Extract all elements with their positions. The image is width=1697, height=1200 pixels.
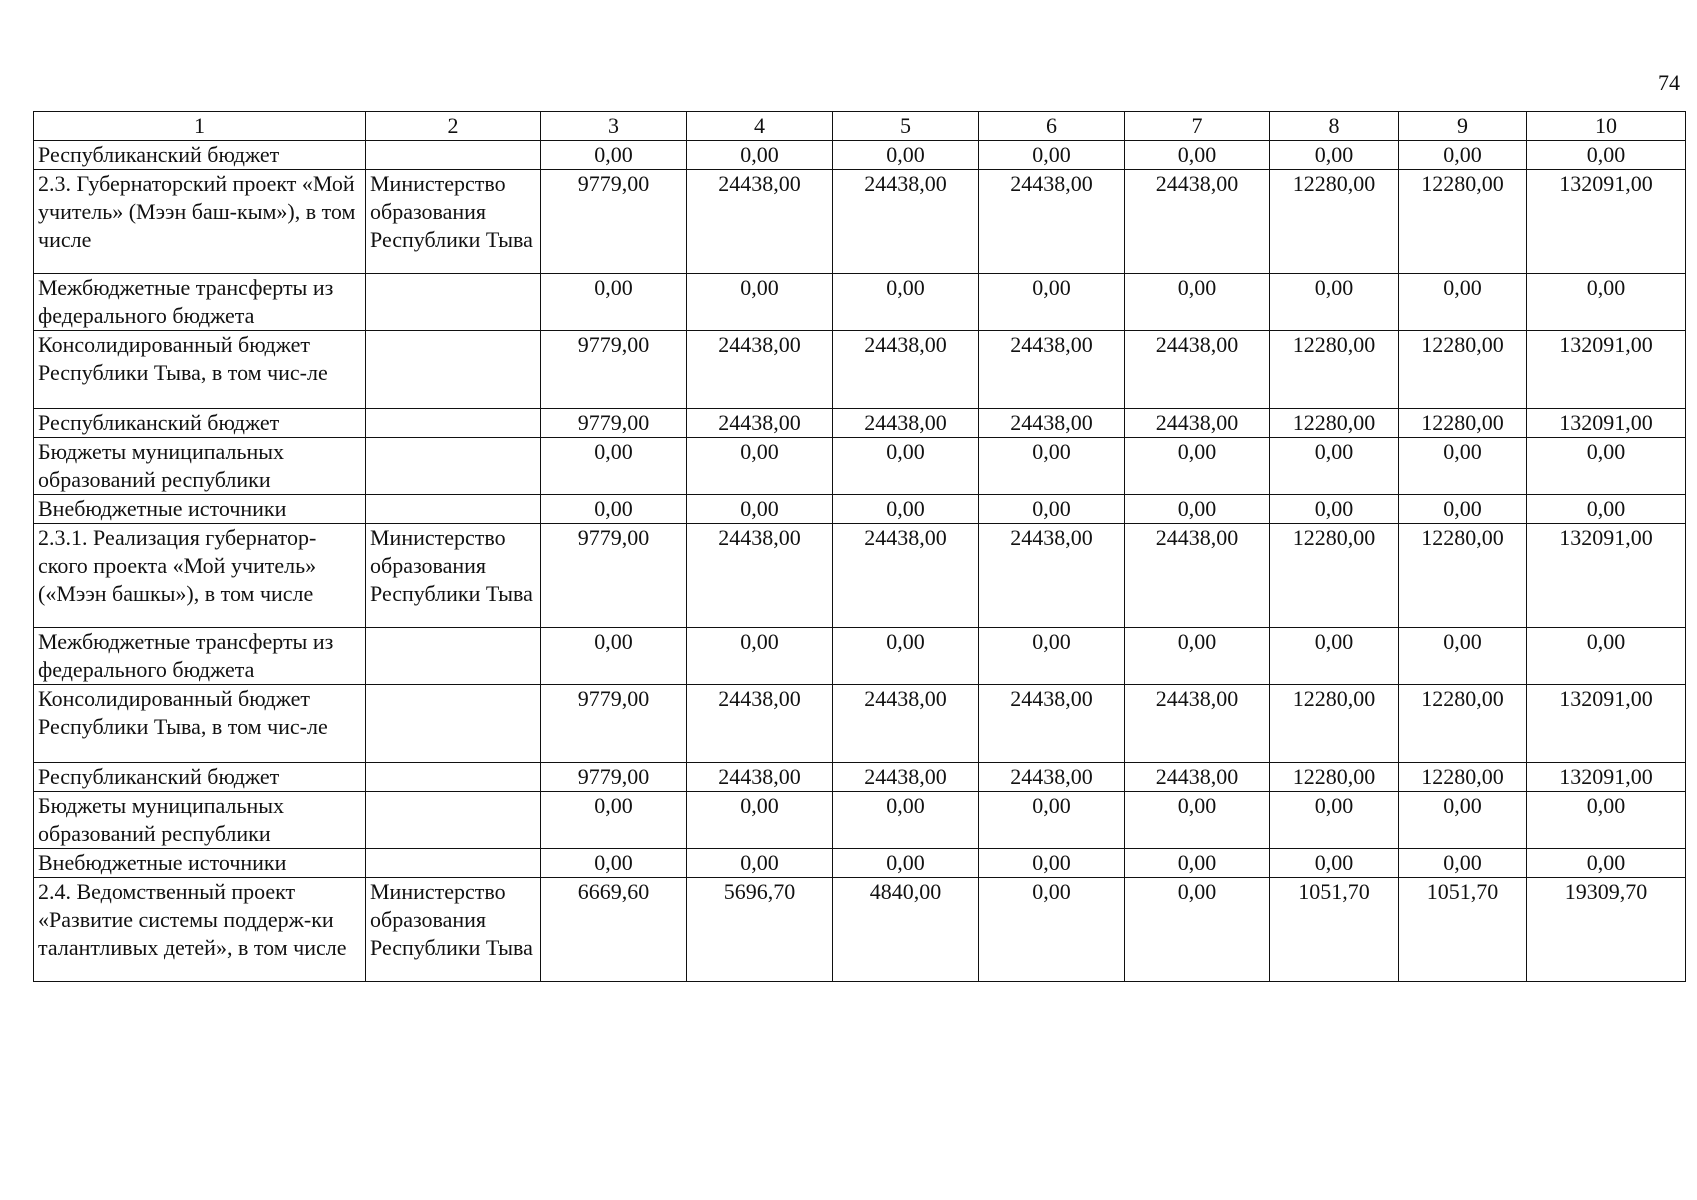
table-row	[34, 331, 1686, 409]
header-cell: 9	[1399, 112, 1527, 141]
value-cell: 0,00	[833, 792, 979, 849]
value-cell: 0,00	[979, 495, 1125, 524]
value-cell: 6669,60	[541, 878, 687, 982]
value-cell: 24438,00	[979, 524, 1125, 628]
value-cell: 0,00	[687, 628, 833, 685]
value-cell: 24438,00	[833, 170, 979, 274]
value-cell: 24438,00	[1125, 763, 1270, 792]
value-cell: 12280,00	[1399, 685, 1527, 763]
value-cell: 24438,00	[1125, 170, 1270, 274]
table-row	[34, 849, 1686, 878]
value-cell: 24438,00	[1125, 409, 1270, 438]
value-cell: 24438,00	[833, 409, 979, 438]
value-cell: 0,00	[1125, 628, 1270, 685]
value-cell: 24438,00	[833, 763, 979, 792]
value-cell: 0,00	[541, 274, 687, 331]
row-name-cell: Внебюджетные источники	[34, 849, 366, 878]
value-cell: 132091,00	[1527, 763, 1686, 792]
header-cell: 1	[34, 112, 366, 141]
value-cell: 24438,00	[1125, 331, 1270, 409]
value-cell: 24438,00	[687, 331, 833, 409]
row-name-cell: Бюджеты муниципальных образований республики	[34, 438, 366, 495]
value-cell: 0,00	[1125, 141, 1270, 170]
value-cell: 0,00	[1527, 141, 1686, 170]
table-row	[34, 792, 1686, 849]
value-cell: 12280,00	[1270, 331, 1399, 409]
row-org-cell	[366, 438, 541, 495]
table-row	[34, 878, 1686, 982]
value-cell: 12280,00	[1399, 763, 1527, 792]
value-cell: 0,00	[541, 628, 687, 685]
value-cell: 12280,00	[1399, 331, 1527, 409]
row-name-cell: 2.3.1. Реализация губернатор-ского проекта «Мой учитель» («Мээн башкы»), в том числе	[34, 524, 366, 628]
value-cell: 0,00	[687, 141, 833, 170]
value-cell: 0,00	[1399, 628, 1527, 685]
value-cell: 24438,00	[979, 331, 1125, 409]
table-row	[34, 274, 1686, 331]
row-org-cell	[366, 685, 541, 763]
value-cell: 0,00	[541, 438, 687, 495]
value-cell: 24438,00	[979, 409, 1125, 438]
value-cell: 5696,70	[687, 878, 833, 982]
value-cell: 0,00	[979, 141, 1125, 170]
value-cell: 0,00	[979, 792, 1125, 849]
table-row	[34, 409, 1686, 438]
row-name-cell: Бюджеты муниципальных образований республики	[34, 792, 366, 849]
row-name-cell: Внебюджетные источники	[34, 495, 366, 524]
value-cell: 0,00	[979, 849, 1125, 878]
value-cell: 0,00	[687, 495, 833, 524]
row-org-cell	[366, 274, 541, 331]
row-name-cell: Республиканский бюджет	[34, 141, 366, 170]
value-cell: 0,00	[1270, 849, 1399, 878]
table-row	[34, 628, 1686, 685]
value-cell: 0,00	[833, 849, 979, 878]
header-row	[34, 112, 1686, 141]
row-name-cell: 2.4. Ведомственный проект «Развитие системы поддерж-ки талантливых детей», в том числе	[34, 878, 366, 982]
row-name-cell: Межбюджетные трансферты из федерального бюджета	[34, 628, 366, 685]
value-cell: 24438,00	[1125, 524, 1270, 628]
value-cell: 12280,00	[1399, 524, 1527, 628]
value-cell: 24438,00	[833, 685, 979, 763]
header-cell: 7	[1125, 112, 1270, 141]
value-cell: 0,00	[833, 274, 979, 331]
value-cell: 1051,70	[1399, 878, 1527, 982]
value-cell: 0,00	[1527, 849, 1686, 878]
row-name-cell: Республиканский бюджет	[34, 409, 366, 438]
header-cell: 8	[1270, 112, 1399, 141]
value-cell: 9779,00	[541, 763, 687, 792]
value-cell: 0,00	[1270, 274, 1399, 331]
page-number: 74	[1658, 70, 1680, 95]
value-cell: 24438,00	[833, 331, 979, 409]
value-cell: 9779,00	[541, 524, 687, 628]
value-cell: 24438,00	[687, 524, 833, 628]
value-cell: 1051,70	[1270, 878, 1399, 982]
header-cell: 5	[833, 112, 979, 141]
value-cell: 0,00	[541, 141, 687, 170]
value-cell: 0,00	[1270, 628, 1399, 685]
row-org-cell: Министерство образования Республики Тыва	[366, 524, 541, 628]
value-cell: 132091,00	[1527, 170, 1686, 274]
value-cell: 0,00	[1527, 792, 1686, 849]
header-cell: 4	[687, 112, 833, 141]
header-cell: 6	[979, 112, 1125, 141]
value-cell: 0,00	[979, 438, 1125, 495]
value-cell: 0,00	[1270, 141, 1399, 170]
value-cell: 12280,00	[1399, 170, 1527, 274]
table-row	[34, 141, 1686, 170]
value-cell: 12280,00	[1270, 524, 1399, 628]
table-header	[34, 112, 1686, 141]
value-cell: 132091,00	[1527, 331, 1686, 409]
value-cell: 24438,00	[979, 763, 1125, 792]
value-cell: 9779,00	[541, 170, 687, 274]
row-org-cell	[366, 141, 541, 170]
row-org-cell	[366, 849, 541, 878]
budget-table	[33, 111, 1686, 982]
table-row	[34, 685, 1686, 763]
value-cell: 0,00	[1125, 438, 1270, 495]
value-cell: 19309,70	[1527, 878, 1686, 982]
value-cell: 0,00	[1399, 495, 1527, 524]
value-cell: 0,00	[979, 628, 1125, 685]
table-row	[34, 763, 1686, 792]
row-org-cell	[366, 331, 541, 409]
header-cell: 3	[541, 112, 687, 141]
value-cell: 9779,00	[541, 409, 687, 438]
value-cell: 24438,00	[979, 685, 1125, 763]
value-cell: 12280,00	[1270, 409, 1399, 438]
value-cell: 0,00	[687, 274, 833, 331]
value-cell: 0,00	[979, 274, 1125, 331]
value-cell: 0,00	[541, 495, 687, 524]
value-cell: 0,00	[833, 141, 979, 170]
value-cell: 0,00	[1399, 849, 1527, 878]
value-cell: 0,00	[1125, 495, 1270, 524]
table-row	[34, 495, 1686, 524]
value-cell: 0,00	[1125, 878, 1270, 982]
value-cell: 0,00	[1125, 274, 1270, 331]
value-cell: 12280,00	[1270, 763, 1399, 792]
value-cell: 24438,00	[687, 170, 833, 274]
value-cell: 0,00	[1527, 495, 1686, 524]
value-cell: 0,00	[1270, 495, 1399, 524]
value-cell: 12280,00	[1399, 409, 1527, 438]
row-org-cell	[366, 792, 541, 849]
table-row	[34, 438, 1686, 495]
value-cell: 0,00	[833, 495, 979, 524]
value-cell: 0,00	[1399, 274, 1527, 331]
value-cell: 24438,00	[979, 170, 1125, 274]
row-name-cell: Межбюджетные трансферты из федерального бюджета	[34, 274, 366, 331]
row-name-cell: 2.3. Губернаторский проект «Мой учитель» (Мээн баш-кым»), в том числе	[34, 170, 366, 274]
value-cell: 0,00	[1527, 628, 1686, 685]
value-cell: 0,00	[1270, 792, 1399, 849]
table-row	[34, 170, 1686, 274]
value-cell: 0,00	[541, 849, 687, 878]
value-cell: 0,00	[687, 849, 833, 878]
value-cell: 132091,00	[1527, 685, 1686, 763]
value-cell: 12280,00	[1270, 685, 1399, 763]
value-cell: 0,00	[1399, 792, 1527, 849]
value-cell: 12280,00	[1270, 170, 1399, 274]
value-cell: 0,00	[1125, 792, 1270, 849]
table-row	[34, 524, 1686, 628]
value-cell: 24438,00	[1125, 685, 1270, 763]
header-cell: 2	[366, 112, 541, 141]
value-cell: 0,00	[687, 792, 833, 849]
value-cell: 4840,00	[833, 878, 979, 982]
value-cell: 9779,00	[541, 685, 687, 763]
row-org-cell: Министерство образования Республики Тыва	[366, 170, 541, 274]
row-name-cell: Республиканский бюджет	[34, 763, 366, 792]
value-cell: 0,00	[833, 628, 979, 685]
value-cell: 0,00	[1527, 438, 1686, 495]
value-cell: 0,00	[1399, 438, 1527, 495]
value-cell: 24438,00	[687, 685, 833, 763]
row-org-cell	[366, 763, 541, 792]
value-cell: 24438,00	[687, 409, 833, 438]
value-cell: 0,00	[1527, 274, 1686, 331]
row-org-cell	[366, 495, 541, 524]
value-cell: 0,00	[687, 438, 833, 495]
row-org-cell: Министерство образования Республики Тыва	[366, 878, 541, 982]
value-cell: 0,00	[1125, 849, 1270, 878]
value-cell: 24438,00	[833, 524, 979, 628]
value-cell: 132091,00	[1527, 524, 1686, 628]
value-cell: 0,00	[979, 878, 1125, 982]
row-org-cell	[366, 409, 541, 438]
value-cell: 132091,00	[1527, 409, 1686, 438]
value-cell: 0,00	[1270, 438, 1399, 495]
value-cell: 0,00	[1399, 141, 1527, 170]
row-name-cell: Консолидированный бюджет Республики Тыва, в том чис-ле	[34, 331, 366, 409]
row-org-cell	[366, 628, 541, 685]
row-name-cell: Консолидированный бюджет Республики Тыва, в том чис-ле	[34, 685, 366, 763]
value-cell: 9779,00	[541, 331, 687, 409]
value-cell: 0,00	[541, 792, 687, 849]
table-body	[34, 141, 1686, 982]
value-cell: 24438,00	[687, 763, 833, 792]
value-cell: 0,00	[833, 438, 979, 495]
header-cell: 10	[1527, 112, 1686, 141]
